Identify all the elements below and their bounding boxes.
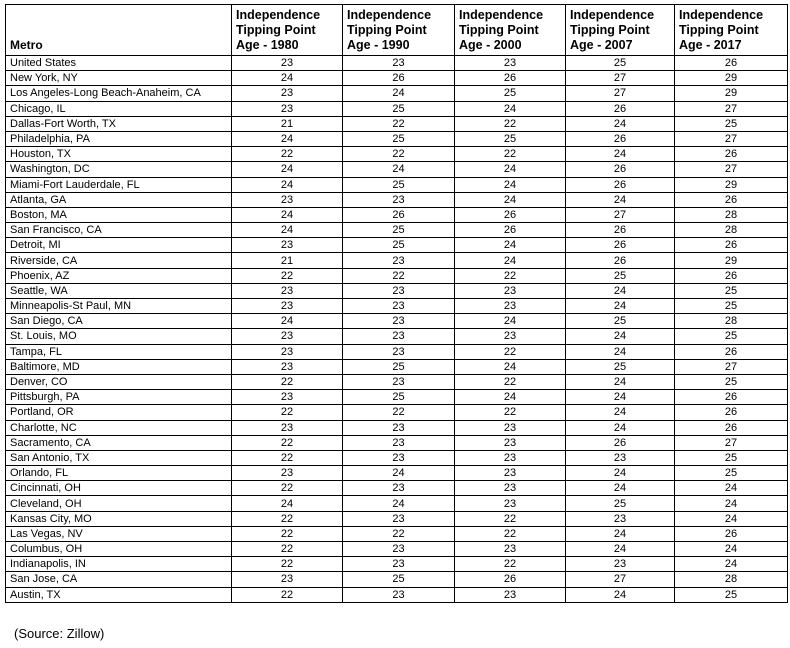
cell-age-1980: 22 (232, 268, 343, 283)
cell-age-2007: 26 (566, 162, 675, 177)
cell-age-2000: 26 (455, 572, 566, 587)
cell-age-1990: 23 (343, 557, 455, 572)
cell-age-1990: 25 (343, 572, 455, 587)
column-header-2017: Independence Tipping Point Age - 2017 (675, 5, 788, 56)
cell-age-1980: 23 (232, 238, 343, 253)
cell-age-2000: 23 (455, 420, 566, 435)
table-row (6, 481, 788, 496)
cell-metro: San Francisco, CA (6, 223, 232, 238)
table-row (6, 359, 788, 374)
cell-age-2007: 26 (566, 177, 675, 192)
cell-age-2000: 24 (455, 162, 566, 177)
cell-age-2017: 25 (675, 116, 788, 131)
cell-age-2007: 24 (566, 299, 675, 314)
cell-age-1990: 23 (343, 299, 455, 314)
cell-age-2007: 24 (566, 192, 675, 207)
cell-metro: Minneapolis-St Paul, MN (6, 299, 232, 314)
cell-age-2000: 26 (455, 71, 566, 86)
cell-age-1990: 23 (343, 435, 455, 450)
cell-age-2000: 26 (455, 223, 566, 238)
cell-age-1980: 22 (232, 542, 343, 557)
table-row (6, 283, 788, 298)
cell-age-2007: 24 (566, 374, 675, 389)
cell-age-1990: 22 (343, 268, 455, 283)
cell-metro: Chicago, IL (6, 101, 232, 116)
cell-age-2007: 24 (566, 390, 675, 405)
cell-age-2017: 28 (675, 207, 788, 222)
cell-age-1980: 24 (232, 223, 343, 238)
cell-age-1980: 24 (232, 496, 343, 511)
table-row (6, 572, 788, 587)
cell-age-1980: 23 (232, 329, 343, 344)
table-row (6, 390, 788, 405)
cell-metro: Detroit, MI (6, 238, 232, 253)
cell-age-2017: 29 (675, 177, 788, 192)
cell-age-2000: 24 (455, 314, 566, 329)
cell-metro: Dallas-Fort Worth, TX (6, 116, 232, 131)
table-row (6, 71, 788, 86)
cell-metro: United States (6, 56, 232, 71)
cell-age-1980: 23 (232, 283, 343, 298)
table-row (6, 86, 788, 101)
cell-metro: Charlotte, NC (6, 420, 232, 435)
table-row (6, 238, 788, 253)
table-row (6, 56, 788, 71)
cell-age-1990: 23 (343, 374, 455, 389)
cell-age-2007: 24 (566, 466, 675, 481)
cell-age-1990: 24 (343, 466, 455, 481)
table-row (6, 344, 788, 359)
table-row (6, 223, 788, 238)
table-row (6, 526, 788, 541)
cell-age-1980: 21 (232, 116, 343, 131)
cell-age-2017: 25 (675, 466, 788, 481)
cell-age-2000: 22 (455, 374, 566, 389)
table-row (6, 405, 788, 420)
cell-age-2017: 29 (675, 253, 788, 268)
cell-age-2000: 23 (455, 56, 566, 71)
cell-age-2007: 24 (566, 116, 675, 131)
cell-age-2000: 22 (455, 511, 566, 526)
cell-metro: New York, NY (6, 71, 232, 86)
cell-metro: Tampa, FL (6, 344, 232, 359)
cell-age-1980: 24 (232, 314, 343, 329)
cell-age-2017: 25 (675, 587, 788, 602)
cell-metro: St. Louis, MO (6, 329, 232, 344)
cell-age-2007: 25 (566, 359, 675, 374)
column-header-1980: Independence Tipping Point Age - 1980 (232, 5, 343, 56)
cell-age-2007: 24 (566, 405, 675, 420)
table-row (6, 420, 788, 435)
cell-age-1990: 24 (343, 86, 455, 101)
cell-age-1980: 22 (232, 435, 343, 450)
cell-metro: San Diego, CA (6, 314, 232, 329)
table-body (6, 56, 788, 603)
cell-metro: Seattle, WA (6, 283, 232, 298)
cell-age-2017: 24 (675, 542, 788, 557)
cell-age-1990: 22 (343, 147, 455, 162)
cell-age-2017: 27 (675, 101, 788, 116)
cell-age-2017: 26 (675, 192, 788, 207)
cell-age-2007: 25 (566, 314, 675, 329)
cell-age-2017: 25 (675, 450, 788, 465)
cell-age-1990: 25 (343, 359, 455, 374)
cell-age-2017: 27 (675, 359, 788, 374)
header-row (6, 5, 788, 56)
cell-age-1980: 23 (232, 192, 343, 207)
cell-metro: Austin, TX (6, 587, 232, 602)
table-row (6, 116, 788, 131)
cell-age-2017: 26 (675, 238, 788, 253)
cell-metro: Phoenix, AZ (6, 268, 232, 283)
cell-age-2007: 24 (566, 481, 675, 496)
cell-age-1990: 25 (343, 177, 455, 192)
cell-age-2000: 23 (455, 496, 566, 511)
cell-age-2000: 24 (455, 101, 566, 116)
cell-age-1990: 23 (343, 329, 455, 344)
cell-age-1980: 21 (232, 253, 343, 268)
column-header-metro: Metro (6, 5, 232, 56)
cell-age-2000: 23 (455, 435, 566, 450)
cell-metro: Philadelphia, PA (6, 131, 232, 146)
cell-age-2000: 22 (455, 147, 566, 162)
cell-metro: Portland, OR (6, 405, 232, 420)
cell-metro: Los Angeles-Long Beach-Anaheim, CA (6, 86, 232, 101)
cell-age-2017: 24 (675, 481, 788, 496)
cell-age-2017: 29 (675, 86, 788, 101)
table-row (6, 374, 788, 389)
cell-age-1980: 22 (232, 511, 343, 526)
table-header (6, 5, 788, 56)
cell-age-1980: 24 (232, 131, 343, 146)
cell-age-2007: 27 (566, 572, 675, 587)
cell-age-2000: 22 (455, 526, 566, 541)
cell-age-1990: 23 (343, 542, 455, 557)
cell-metro: Kansas City, MO (6, 511, 232, 526)
cell-age-1980: 23 (232, 299, 343, 314)
table-row (6, 131, 788, 146)
cell-age-1980: 22 (232, 557, 343, 572)
cell-metro: Pittsburgh, PA (6, 390, 232, 405)
cell-age-2017: 24 (675, 557, 788, 572)
cell-age-2000: 24 (455, 253, 566, 268)
cell-age-2000: 22 (455, 557, 566, 572)
cell-age-1990: 22 (343, 526, 455, 541)
cell-age-1990: 23 (343, 283, 455, 298)
cell-age-1990: 23 (343, 420, 455, 435)
cell-age-1990: 25 (343, 390, 455, 405)
cell-metro: Miami-Fort Lauderdale, FL (6, 177, 232, 192)
cell-age-1980: 23 (232, 359, 343, 374)
cell-age-1990: 25 (343, 131, 455, 146)
cell-age-1990: 25 (343, 238, 455, 253)
cell-age-1990: 23 (343, 56, 455, 71)
table-row (6, 299, 788, 314)
cell-metro: Riverside, CA (6, 253, 232, 268)
cell-age-2007: 27 (566, 86, 675, 101)
table-row (6, 177, 788, 192)
cell-age-2017: 28 (675, 314, 788, 329)
cell-age-1990: 23 (343, 587, 455, 602)
table-row (6, 329, 788, 344)
cell-age-1980: 24 (232, 177, 343, 192)
table-row (6, 435, 788, 450)
cell-age-1980: 22 (232, 526, 343, 541)
cell-age-2017: 26 (675, 147, 788, 162)
table-row (6, 496, 788, 511)
table-row (6, 557, 788, 572)
cell-age-2007: 24 (566, 587, 675, 602)
cell-age-1980: 24 (232, 207, 343, 222)
table-row (6, 450, 788, 465)
cell-age-1990: 23 (343, 511, 455, 526)
cell-age-2000: 22 (455, 344, 566, 359)
cell-age-2017: 24 (675, 496, 788, 511)
cell-age-1980: 22 (232, 405, 343, 420)
column-header-1990: Independence Tipping Point Age - 1990 (343, 5, 455, 56)
cell-age-1990: 24 (343, 496, 455, 511)
cell-age-1980: 23 (232, 86, 343, 101)
cell-metro: Cincinnati, OH (6, 481, 232, 496)
cell-age-1980: 23 (232, 390, 343, 405)
cell-metro: San Antonio, TX (6, 450, 232, 465)
cell-age-2017: 28 (675, 223, 788, 238)
cell-age-2007: 24 (566, 283, 675, 298)
cell-age-1980: 22 (232, 374, 343, 389)
cell-metro: Baltimore, MD (6, 359, 232, 374)
cell-metro: Boston, MA (6, 207, 232, 222)
table-row (6, 466, 788, 481)
cell-age-1980: 22 (232, 587, 343, 602)
cell-age-2000: 23 (455, 450, 566, 465)
cell-age-2017: 25 (675, 299, 788, 314)
column-header-2000: Independence Tipping Point Age - 2000 (455, 5, 566, 56)
cell-age-1990: 23 (343, 253, 455, 268)
cell-age-2017: 24 (675, 511, 788, 526)
cell-age-2007: 23 (566, 511, 675, 526)
cell-metro: Houston, TX (6, 147, 232, 162)
cell-age-2000: 24 (455, 359, 566, 374)
cell-age-2000: 24 (455, 177, 566, 192)
cell-age-2017: 27 (675, 131, 788, 146)
cell-age-2007: 24 (566, 344, 675, 359)
cell-age-2000: 23 (455, 481, 566, 496)
cell-metro: Orlando, FL (6, 466, 232, 481)
cell-age-2000: 23 (455, 466, 566, 481)
cell-age-2017: 25 (675, 374, 788, 389)
table-row (6, 207, 788, 222)
cell-age-1980: 23 (232, 420, 343, 435)
table-row (6, 253, 788, 268)
cell-metro: Cleveland, OH (6, 496, 232, 511)
cell-age-1980: 24 (232, 162, 343, 177)
cell-age-2017: 25 (675, 283, 788, 298)
cell-age-2000: 22 (455, 116, 566, 131)
cell-age-2000: 22 (455, 268, 566, 283)
cell-metro: Washington, DC (6, 162, 232, 177)
table-row (6, 314, 788, 329)
cell-age-2017: 29 (675, 71, 788, 86)
cell-age-1980: 22 (232, 147, 343, 162)
cell-age-2017: 27 (675, 435, 788, 450)
table-row (6, 511, 788, 526)
cell-age-2007: 25 (566, 496, 675, 511)
cell-age-2007: 26 (566, 253, 675, 268)
cell-age-2000: 23 (455, 299, 566, 314)
cell-age-1980: 23 (232, 572, 343, 587)
cell-age-2007: 24 (566, 526, 675, 541)
cell-age-2000: 26 (455, 207, 566, 222)
cell-age-2007: 24 (566, 542, 675, 557)
cell-age-2007: 26 (566, 238, 675, 253)
cell-age-2017: 27 (675, 162, 788, 177)
cell-metro: Denver, CO (6, 374, 232, 389)
cell-age-1990: 23 (343, 344, 455, 359)
cell-age-1990: 26 (343, 207, 455, 222)
cell-age-1980: 23 (232, 56, 343, 71)
cell-age-1980: 23 (232, 466, 343, 481)
table-row (6, 192, 788, 207)
cell-age-2007: 26 (566, 223, 675, 238)
table-row (6, 268, 788, 283)
cell-metro: Columbus, OH (6, 542, 232, 557)
cell-age-1980: 24 (232, 71, 343, 86)
table-row (6, 101, 788, 116)
cell-age-1990: 25 (343, 223, 455, 238)
cell-age-2007: 25 (566, 268, 675, 283)
cell-age-2007: 26 (566, 435, 675, 450)
cell-age-2007: 24 (566, 147, 675, 162)
cell-age-2017: 26 (675, 420, 788, 435)
tipping-point-table (5, 4, 788, 603)
cell-age-1990: 22 (343, 116, 455, 131)
cell-age-2007: 26 (566, 131, 675, 146)
cell-age-2017: 28 (675, 572, 788, 587)
table-row (6, 147, 788, 162)
cell-age-2007: 26 (566, 101, 675, 116)
cell-age-2017: 26 (675, 268, 788, 283)
cell-metro: Sacramento, CA (6, 435, 232, 450)
cell-age-2017: 26 (675, 405, 788, 420)
table-row (6, 162, 788, 177)
cell-age-2000: 25 (455, 131, 566, 146)
cell-age-2017: 26 (675, 344, 788, 359)
table-row (6, 542, 788, 557)
cell-age-1990: 22 (343, 405, 455, 420)
table-row (6, 587, 788, 602)
cell-age-2000: 23 (455, 283, 566, 298)
cell-age-2000: 24 (455, 390, 566, 405)
cell-age-1980: 23 (232, 344, 343, 359)
cell-age-2000: 23 (455, 587, 566, 602)
cell-age-2007: 24 (566, 329, 675, 344)
cell-age-2007: 23 (566, 557, 675, 572)
cell-age-2000: 23 (455, 542, 566, 557)
cell-age-2000: 23 (455, 329, 566, 344)
cell-metro: San Jose, CA (6, 572, 232, 587)
cell-age-2007: 24 (566, 420, 675, 435)
cell-age-1990: 26 (343, 71, 455, 86)
cell-age-1990: 23 (343, 192, 455, 207)
cell-age-1990: 23 (343, 481, 455, 496)
source-note: (Source: Zillow) (14, 626, 105, 641)
cell-age-1990: 23 (343, 314, 455, 329)
cell-age-2000: 24 (455, 192, 566, 207)
cell-age-2017: 26 (675, 56, 788, 71)
cell-metro: Las Vegas, NV (6, 526, 232, 541)
cell-age-2017: 25 (675, 329, 788, 344)
cell-age-1990: 24 (343, 162, 455, 177)
cell-age-2007: 23 (566, 450, 675, 465)
cell-age-1990: 23 (343, 450, 455, 465)
cell-age-1980: 23 (232, 101, 343, 116)
column-header-2007: Independence Tipping Point Age - 2007 (566, 5, 675, 56)
cell-age-2007: 25 (566, 56, 675, 71)
cell-age-2017: 26 (675, 390, 788, 405)
cell-age-2007: 27 (566, 207, 675, 222)
cell-age-2000: 22 (455, 405, 566, 420)
cell-metro: Atlanta, GA (6, 192, 232, 207)
cell-age-2000: 24 (455, 238, 566, 253)
cell-age-2017: 26 (675, 526, 788, 541)
cell-age-1980: 22 (232, 481, 343, 496)
cell-metro: Indianapolis, IN (6, 557, 232, 572)
cell-age-2000: 25 (455, 86, 566, 101)
cell-age-1980: 22 (232, 450, 343, 465)
cell-age-2007: 27 (566, 71, 675, 86)
cell-age-1990: 25 (343, 101, 455, 116)
